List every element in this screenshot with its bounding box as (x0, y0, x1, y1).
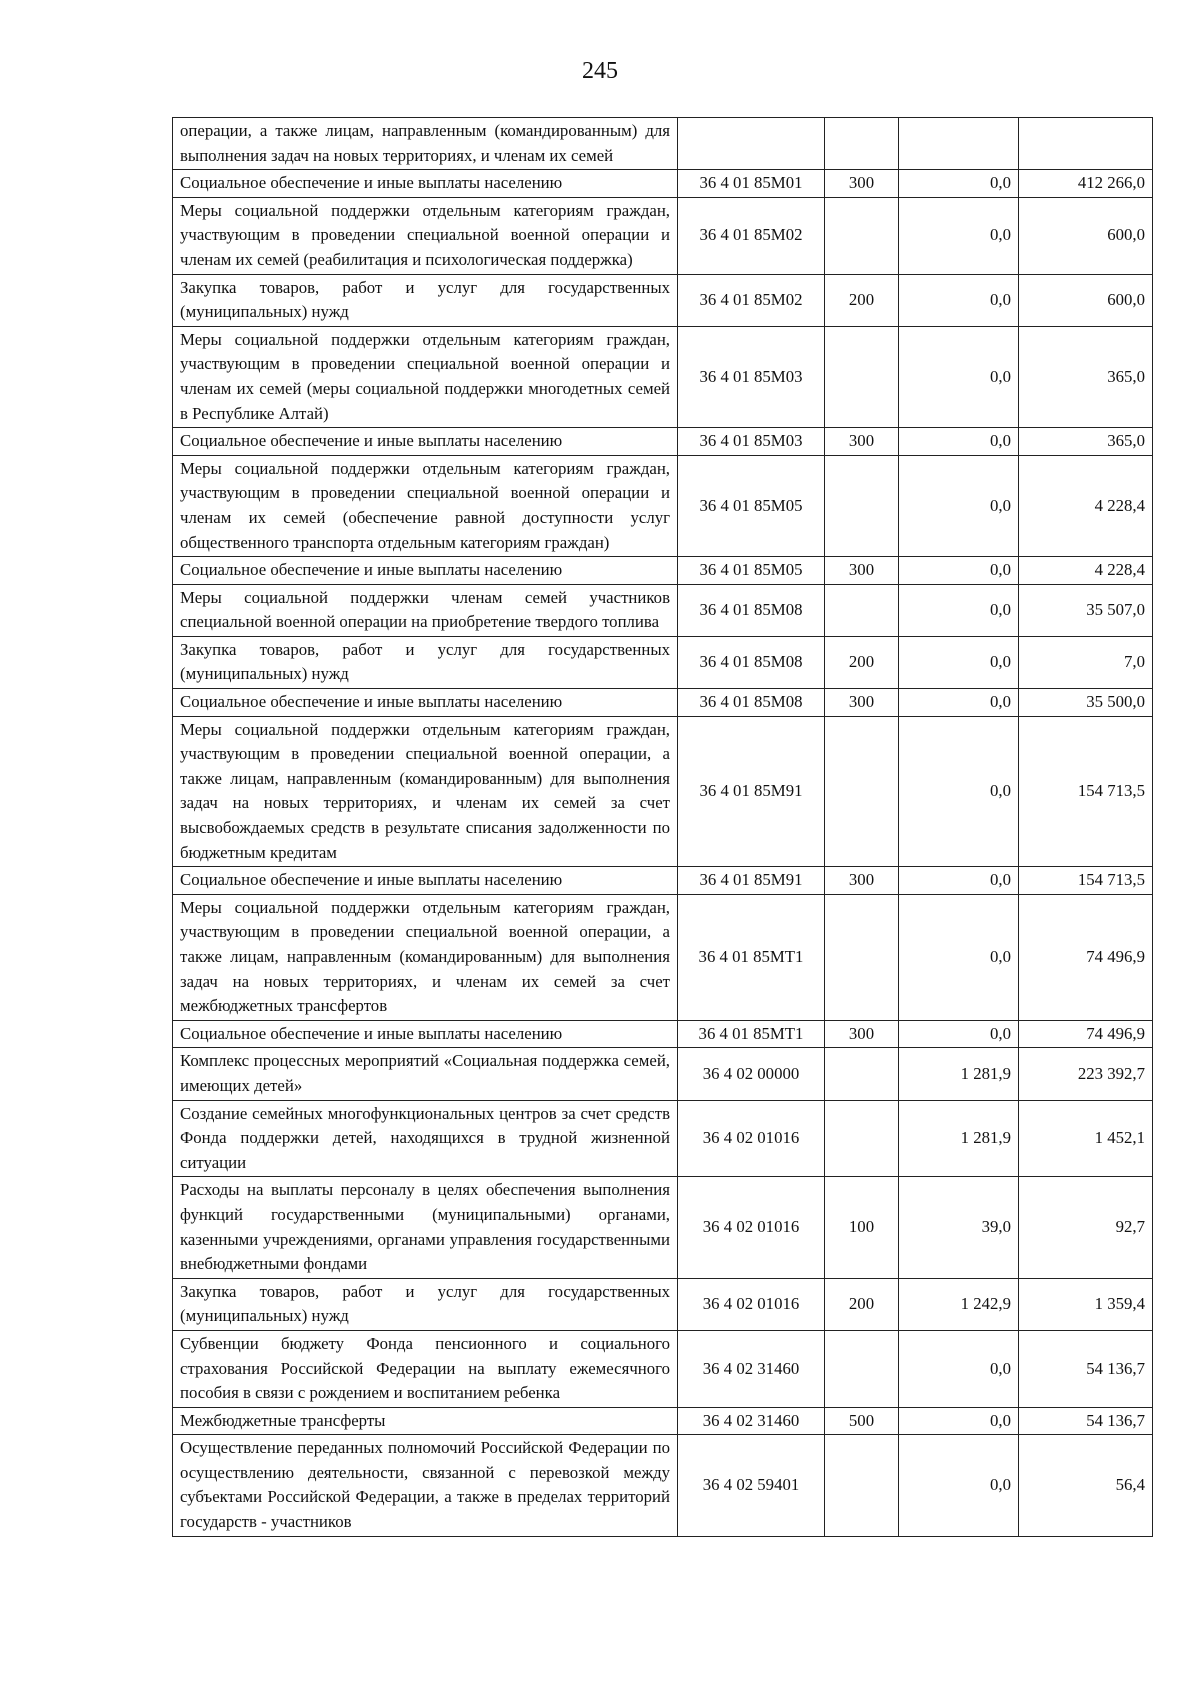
amount-second-cell: 56,4 (1019, 1435, 1153, 1536)
page-number: 245 (582, 58, 618, 84)
expense-name-cell: Создание семейных многофункциональных центров за счет средств Фонда поддержки детей, находящихся в трудной жизненной ситуации (173, 1100, 678, 1177)
expense-name-cell: Социальное обеспечение и иные выплаты населению (173, 867, 678, 895)
expense-type-cell: 100 (825, 1177, 899, 1278)
target-code-cell: 36 4 01 85М08 (678, 636, 825, 688)
expense-name-cell: Закупка товаров, работ и услуг для государственных (муниципальных) нужд (173, 636, 678, 688)
amount-first-cell: 0,0 (899, 867, 1019, 895)
amount-second-cell: 35 500,0 (1019, 689, 1153, 717)
amount-second-cell: 74 496,9 (1019, 1020, 1153, 1048)
amount-first-cell: 0,0 (899, 557, 1019, 585)
amount-second-cell: 365,0 (1019, 326, 1153, 427)
target-code-cell: 36 4 01 85МТ1 (678, 1020, 825, 1048)
target-code-cell: 36 4 01 85М05 (678, 455, 825, 556)
table-row (173, 326, 1153, 427)
expense-name-cell: Социальное обеспечение и иные выплаты населению (173, 689, 678, 717)
expense-type-cell (825, 894, 899, 1020)
target-code-cell: 36 4 02 01016 (678, 1177, 825, 1278)
amount-first-cell: 1 281,9 (899, 1100, 1019, 1177)
target-code-cell: 36 4 01 85МТ1 (678, 894, 825, 1020)
expense-name-cell: Меры социальной поддержки отдельным категориям граждан, участвующим в проведении специальной военной операции и членам их семей (меры социальной поддержки многодетных семей в Республике Алтай) (173, 326, 678, 427)
expense-type-cell: 300 (825, 689, 899, 717)
table-row (173, 1048, 1153, 1100)
table-row (173, 1278, 1153, 1330)
table-row (173, 1435, 1153, 1536)
table-row (173, 894, 1153, 1020)
expense-name-cell: Меры социальной поддержки отдельным категориям граждан, участвующим в проведении специальной военной операции, а также лицам, направленным (командированным) для выполнения задач на новых территориях, и членам их семей за счет высвобождаемых средств в результате списания задолженности по бюджетным кредитам (173, 716, 678, 867)
expense-name-cell: Социальное обеспечение и иные выплаты населению (173, 1020, 678, 1048)
table-row (173, 1100, 1153, 1177)
amount-second-cell: 1 359,4 (1019, 1278, 1153, 1330)
amount-first-cell: 0,0 (899, 1330, 1019, 1407)
amount-second-cell: 4 228,4 (1019, 557, 1153, 585)
table-row (173, 689, 1153, 717)
expense-type-cell (825, 1435, 899, 1536)
table-row (173, 867, 1153, 895)
target-code-cell: 36 4 01 85М02 (678, 274, 825, 326)
amount-second-cell: 412 266,0 (1019, 170, 1153, 198)
budget-table (172, 117, 1153, 1537)
target-code-cell: 36 4 02 31460 (678, 1407, 825, 1435)
amount-first-cell: 0,0 (899, 170, 1019, 198)
amount-first-cell: 0,0 (899, 716, 1019, 867)
amount-second-cell: 154 713,5 (1019, 867, 1153, 895)
target-code-cell: 36 4 02 00000 (678, 1048, 825, 1100)
expense-type-cell: 300 (825, 557, 899, 585)
target-code-cell: 36 4 01 85М05 (678, 557, 825, 585)
amount-first-cell: 1 281,9 (899, 1048, 1019, 1100)
amount-second-cell: 4 228,4 (1019, 455, 1153, 556)
expense-name-cell: Расходы на выплаты персоналу в целях обеспечения выполнения функций государственными (муниципальными) органами, казенными учреждениями, органами управления государственными внебюджетными фондами (173, 1177, 678, 1278)
table-row (173, 584, 1153, 636)
expense-name-cell: Закупка товаров, работ и услуг для государственных (муниципальных) нужд (173, 1278, 678, 1330)
expense-type-cell (825, 455, 899, 556)
expense-type-cell (825, 584, 899, 636)
table-row (173, 455, 1153, 556)
table-row (173, 118, 1153, 170)
amount-first-cell: 0,0 (899, 636, 1019, 688)
table-row (173, 170, 1153, 198)
amount-first-cell: 0,0 (899, 274, 1019, 326)
target-code-cell: 36 4 02 01016 (678, 1100, 825, 1177)
amount-second-cell: 54 136,7 (1019, 1330, 1153, 1407)
expense-type-cell: 300 (825, 1020, 899, 1048)
target-code-cell: 36 4 01 85М03 (678, 326, 825, 427)
expense-name-cell: Социальное обеспечение и иные выплаты населению (173, 170, 678, 198)
expense-type-cell: 300 (825, 170, 899, 198)
expense-name-cell: операции, а также лицам, направленным (командированным) для выполнения задач на новых территориях, и членам их семей (173, 118, 678, 170)
amount-second-cell: 54 136,7 (1019, 1407, 1153, 1435)
target-code-cell: 36 4 01 85М91 (678, 716, 825, 867)
expense-name-cell: Комплекс процессных мероприятий «Социальная поддержка семей, имеющих детей» (173, 1048, 678, 1100)
expense-type-cell: 500 (825, 1407, 899, 1435)
table-row (173, 428, 1153, 456)
amount-first-cell: 0,0 (899, 428, 1019, 456)
amount-second-cell: 600,0 (1019, 197, 1153, 274)
table-row (173, 557, 1153, 585)
amount-second-cell: 35 507,0 (1019, 584, 1153, 636)
amount-first-cell: 0,0 (899, 1020, 1019, 1048)
amount-first-cell: 1 242,9 (899, 1278, 1019, 1330)
amount-first-cell (899, 118, 1019, 170)
target-code-cell (678, 118, 825, 170)
amount-first-cell: 0,0 (899, 894, 1019, 1020)
expense-name-cell: Закупка товаров, работ и услуг для государственных (муниципальных) нужд (173, 274, 678, 326)
target-code-cell: 36 4 01 85М08 (678, 689, 825, 717)
amount-first-cell: 0,0 (899, 455, 1019, 556)
expense-name-cell: Социальное обеспечение и иные выплаты населению (173, 557, 678, 585)
expense-name-cell: Субвенции бюджету Фонда пенсионного и социального страхования Российской Федерации на выплату ежемесячного пособия в связи с рождением и воспитанием ребенка (173, 1330, 678, 1407)
expense-name-cell: Меры социальной поддержки членам семей участников специальной военной операции на приобретение твердого топлива (173, 584, 678, 636)
expense-type-cell (825, 197, 899, 274)
expense-type-cell (825, 716, 899, 867)
amount-first-cell: 0,0 (899, 689, 1019, 717)
amount-second-cell: 600,0 (1019, 274, 1153, 326)
amount-first-cell: 0,0 (899, 326, 1019, 427)
expense-type-cell (825, 1330, 899, 1407)
expense-type-cell: 200 (825, 274, 899, 326)
expense-type-cell: 200 (825, 636, 899, 688)
target-code-cell: 36 4 01 85М02 (678, 197, 825, 274)
amount-second-cell: 92,7 (1019, 1177, 1153, 1278)
expense-name-cell: Меры социальной поддержки отдельным категориям граждан, участвующим в проведении специальной военной операции и членам их семей (реабилитация и психологическая поддержка) (173, 197, 678, 274)
table-row (173, 1177, 1153, 1278)
expense-name-cell: Осуществление переданных полномочий Российской Федерации по осуществлению деятельности, связанной с перевозкой между субъектами Российской Федерации, а также в пределах территорий государств - участников (173, 1435, 678, 1536)
table-row (173, 1330, 1153, 1407)
target-code-cell: 36 4 01 85М08 (678, 584, 825, 636)
expense-name-cell: Социальное обеспечение и иные выплаты населению (173, 428, 678, 456)
table-row (173, 716, 1153, 867)
target-code-cell: 36 4 01 85М01 (678, 170, 825, 198)
amount-second-cell: 7,0 (1019, 636, 1153, 688)
table-row (173, 636, 1153, 688)
expense-type-cell: 200 (825, 1278, 899, 1330)
expense-type-cell (825, 118, 899, 170)
expense-type-cell (825, 1048, 899, 1100)
target-code-cell: 36 4 01 85М03 (678, 428, 825, 456)
table-row (173, 1407, 1153, 1435)
target-code-cell: 36 4 02 01016 (678, 1278, 825, 1330)
amount-second-cell: 223 392,7 (1019, 1048, 1153, 1100)
expense-type-cell (825, 326, 899, 427)
target-code-cell: 36 4 02 31460 (678, 1330, 825, 1407)
amount-first-cell: 0,0 (899, 1435, 1019, 1536)
amount-second-cell: 365,0 (1019, 428, 1153, 456)
amount-first-cell: 0,0 (899, 197, 1019, 274)
expense-type-cell (825, 1100, 899, 1177)
amount-second-cell: 1 452,1 (1019, 1100, 1153, 1177)
amount-first-cell: 0,0 (899, 1407, 1019, 1435)
expense-name-cell: Меры социальной поддержки отдельным категориям граждан, участвующим в проведении специальной военной операции, а также лицам, направленным (командированным) для выполнения задач на новых территориях, и членам их семей за счет межбюджетных трансфертов (173, 894, 678, 1020)
budget-table-body (173, 118, 1153, 1537)
amount-first-cell: 0,0 (899, 584, 1019, 636)
table-row (173, 274, 1153, 326)
expense-name-cell: Межбюджетные трансферты (173, 1407, 678, 1435)
amount-first-cell: 39,0 (899, 1177, 1019, 1278)
expense-name-cell: Меры социальной поддержки отдельным категориям граждан, участвующим в проведении специальной военной операции и членам их семей (обеспечение равной доступности услуг общественного транспорта отдельным категориям граждан) (173, 455, 678, 556)
amount-second-cell (1019, 118, 1153, 170)
table-row (173, 197, 1153, 274)
expense-type-cell: 300 (825, 867, 899, 895)
target-code-cell: 36 4 01 85М91 (678, 867, 825, 895)
amount-second-cell: 74 496,9 (1019, 894, 1153, 1020)
amount-second-cell: 154 713,5 (1019, 716, 1153, 867)
table-row (173, 1020, 1153, 1048)
target-code-cell: 36 4 02 59401 (678, 1435, 825, 1536)
expense-type-cell: 300 (825, 428, 899, 456)
